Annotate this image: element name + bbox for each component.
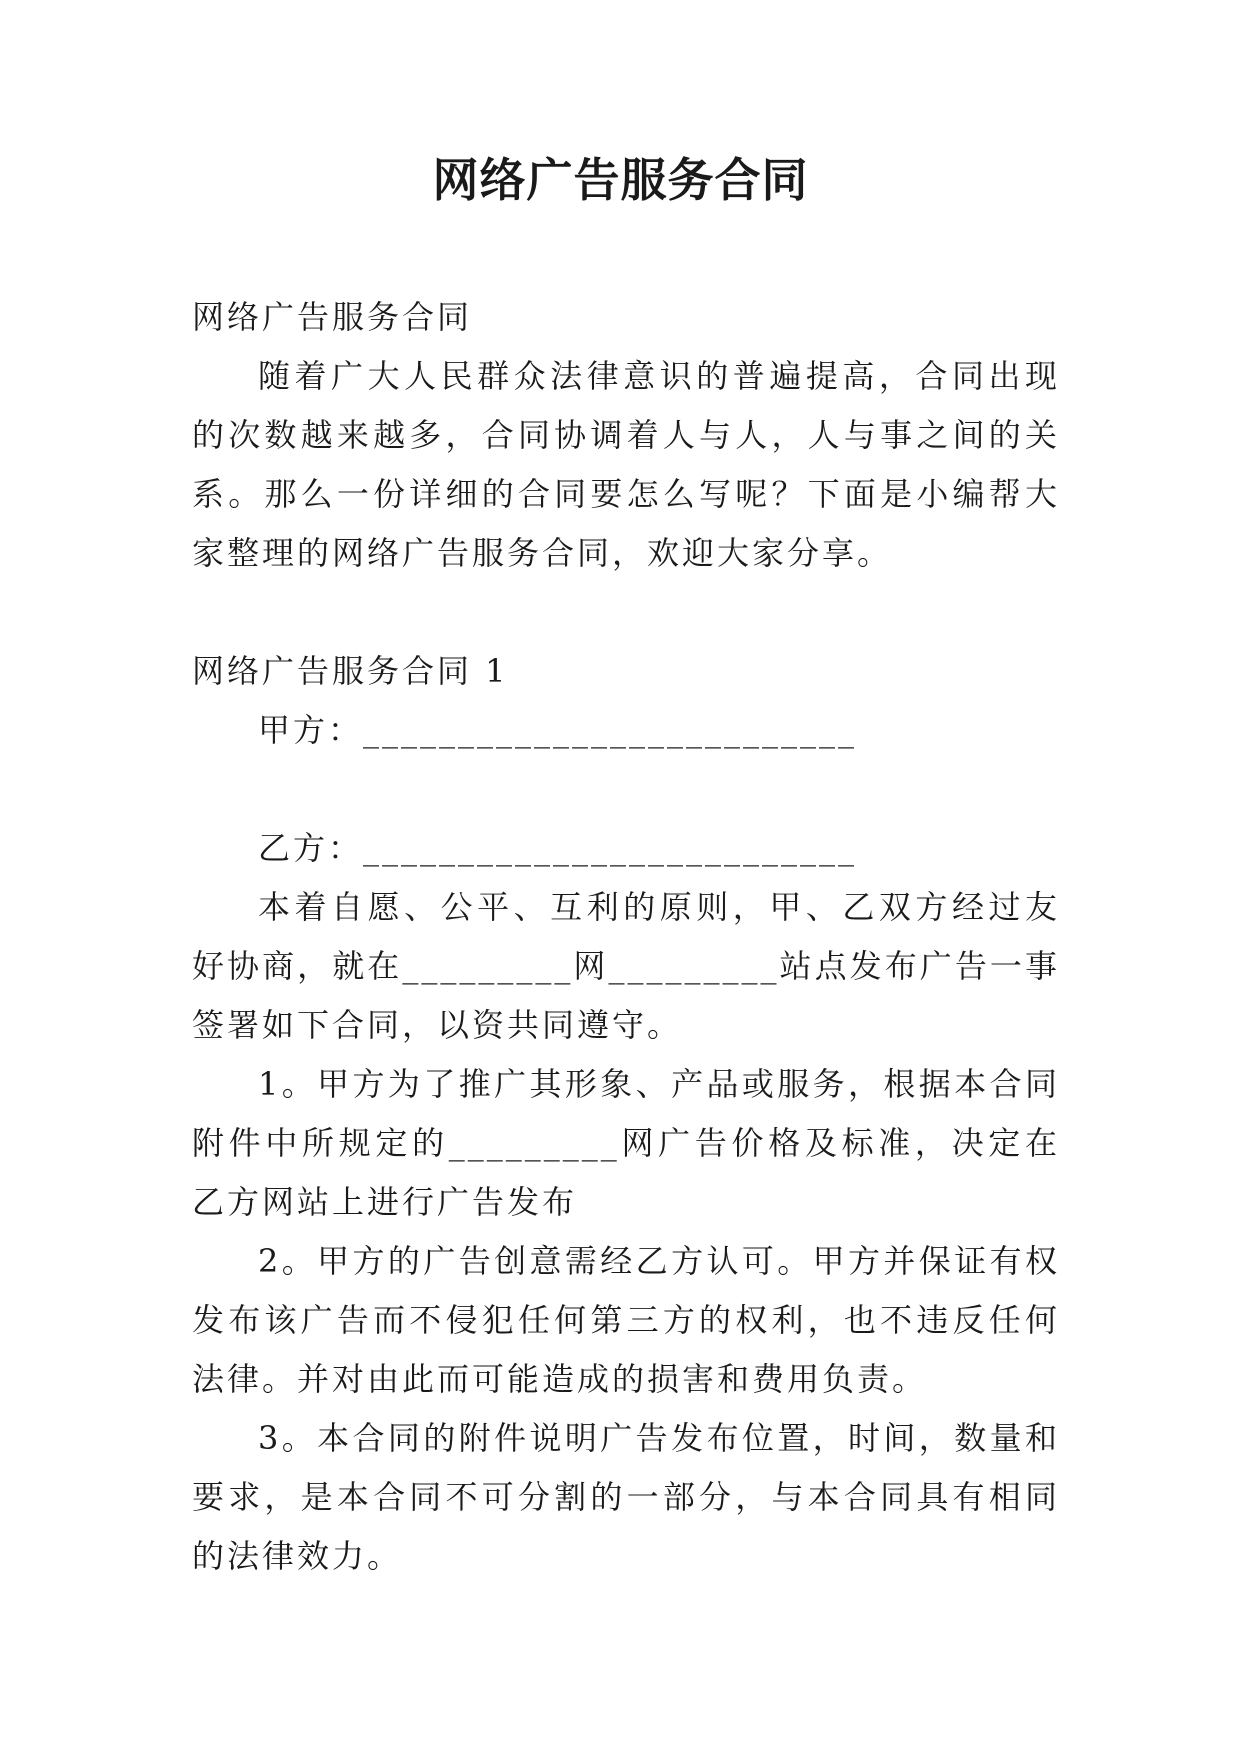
intro-paragraph: 随着广大人民群众法律意识的普遍提高，合同出现的次数越来越多，合同协调着人与人，人与事之间的关系。那么一份详细的合同要怎么写呢？下面是小编帮大家整理的网络广告服务合同，欢迎大家分享。: [192, 357, 1060, 572]
party-b-line: 乙方：__________________________: [258, 829, 858, 867]
document-subtitle: 网络广告服务合同: [192, 298, 473, 336]
document-title: 网络广告服务合同: [432, 153, 809, 207]
clause-2: 2。甲方的广告创意需经乙方认可。甲方并保证有权发布该广告而不侵犯任何第三方的权利，也不违反任何法律。并对由此而可能造成的损害和费用负责。: [192, 1242, 1060, 1398]
document-body: [192, 288, 1060, 1586]
clause-1: 1。甲方为了推广其形象、产品或服务，根据本合同附件中所规定的_________网广告价格及标准，决定在乙方网站上进行广告发布: [192, 1065, 1060, 1221]
preamble-paragraph: 本着自愿、公平、互利的原则，甲、乙双方经过友好协商，就在_________网_________站点发布广告一事签署如下合同，以资共同遵守。: [192, 888, 1060, 1044]
clause-3: 3。本合同的附件说明广告发布位置，时间，数量和要求，是本合同不可分割的一部分，与本合同具有相同的法律效力。: [192, 1419, 1060, 1575]
contract-heading: 网络广告服务合同 1: [192, 652, 509, 690]
party-a-line: 甲方：__________________________: [258, 711, 858, 749]
